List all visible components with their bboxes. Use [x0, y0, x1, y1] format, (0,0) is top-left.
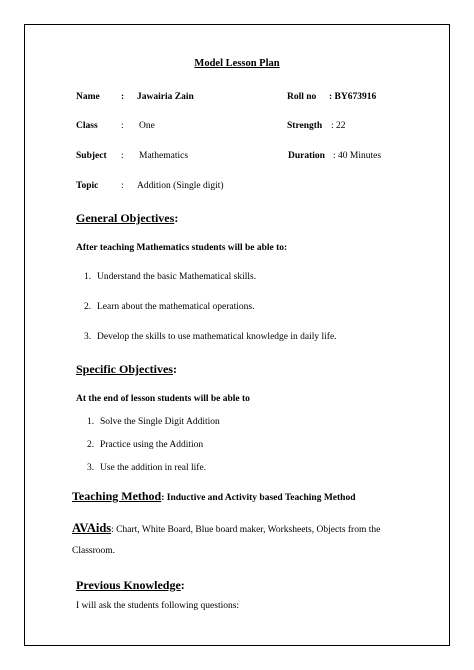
- specific-objectives-colon: :: [172, 362, 177, 376]
- class-colon: :: [121, 121, 124, 131]
- topic-colon: :: [121, 181, 124, 191]
- topic-label: Topic: [76, 181, 99, 191]
- name-label: Name: [76, 92, 100, 102]
- specific-objective-2-text: Practice using the Addition: [100, 440, 204, 450]
- rollno-value: : BY673916: [329, 92, 377, 102]
- previous-knowledge-heading: Previous Knowledge: [76, 578, 181, 592]
- teaching-method-row: [72, 487, 355, 505]
- subject-value: Mathematics: [139, 151, 189, 161]
- general-objective-2-text: Learn about the mathematical operations.: [97, 302, 255, 312]
- specific-objective-3-text: Use the addition in real life.: [100, 463, 207, 473]
- duration-label: Duration: [288, 151, 325, 161]
- teaching-method-text: : Inductive and Activity based Teaching Method: [161, 493, 356, 503]
- class-label: Class: [76, 121, 98, 131]
- specific-objectives-heading-row: [76, 360, 177, 378]
- previous-knowledge-heading-row: [76, 576, 185, 594]
- specific-objectives-intro: At the end of lesson students will be able to: [76, 394, 250, 404]
- general-objective-3-num: 3.: [84, 332, 92, 342]
- class-value: One: [139, 121, 155, 131]
- previous-knowledge-text: I will ask the students following questions:: [76, 601, 240, 611]
- specific-objective-1-num: 1.: [87, 417, 95, 427]
- subject-colon: :: [121, 151, 124, 161]
- strength-value: : 22: [331, 121, 346, 131]
- general-objectives-intro: After teaching Mathematics students will be able to:: [76, 243, 288, 253]
- specific-objectives-heading: Specific Objectives: [76, 362, 173, 376]
- duration-value: : 40 Minutes: [333, 151, 382, 161]
- name-colon: :: [121, 92, 125, 102]
- avaids-text-line1: : Chart, White Board, Blue board maker, Worksheets, Objects from the: [111, 525, 381, 535]
- avaids-text-line2: Classroom.: [72, 546, 116, 556]
- general-objective-1-text: Understand the basic Mathematical skills.: [97, 272, 257, 282]
- topic-value: Addition (Single digit): [137, 181, 224, 191]
- teaching-method-heading: Teaching Method: [72, 489, 162, 503]
- general-objective-2-num: 2.: [84, 302, 92, 312]
- name-value: Jawairia Zain: [137, 92, 194, 102]
- avaids-row: [72, 519, 380, 537]
- specific-objective-2-num: 2.: [87, 440, 95, 450]
- previous-knowledge-colon: :: [180, 578, 185, 592]
- general-objectives-heading-row: [76, 209, 178, 227]
- specific-objective-3-num: 3.: [87, 463, 95, 473]
- general-objectives-colon: :: [174, 211, 179, 225]
- subject-label: Subject: [76, 151, 107, 161]
- strength-label: Strength: [287, 121, 323, 131]
- avaids-heading: AVAids: [72, 521, 112, 535]
- specific-objective-1-text: Solve the Single Digit Addition: [100, 417, 220, 427]
- general-objective-1-num: 1.: [84, 272, 92, 282]
- general-objectives-heading: General Objectives: [76, 211, 175, 225]
- document-title: Model Lesson Plan: [194, 58, 280, 69]
- general-objective-3-text: Develop the skills to use mathematical knowledge in daily life.: [97, 332, 337, 342]
- rollno-label: Roll no: [287, 92, 317, 102]
